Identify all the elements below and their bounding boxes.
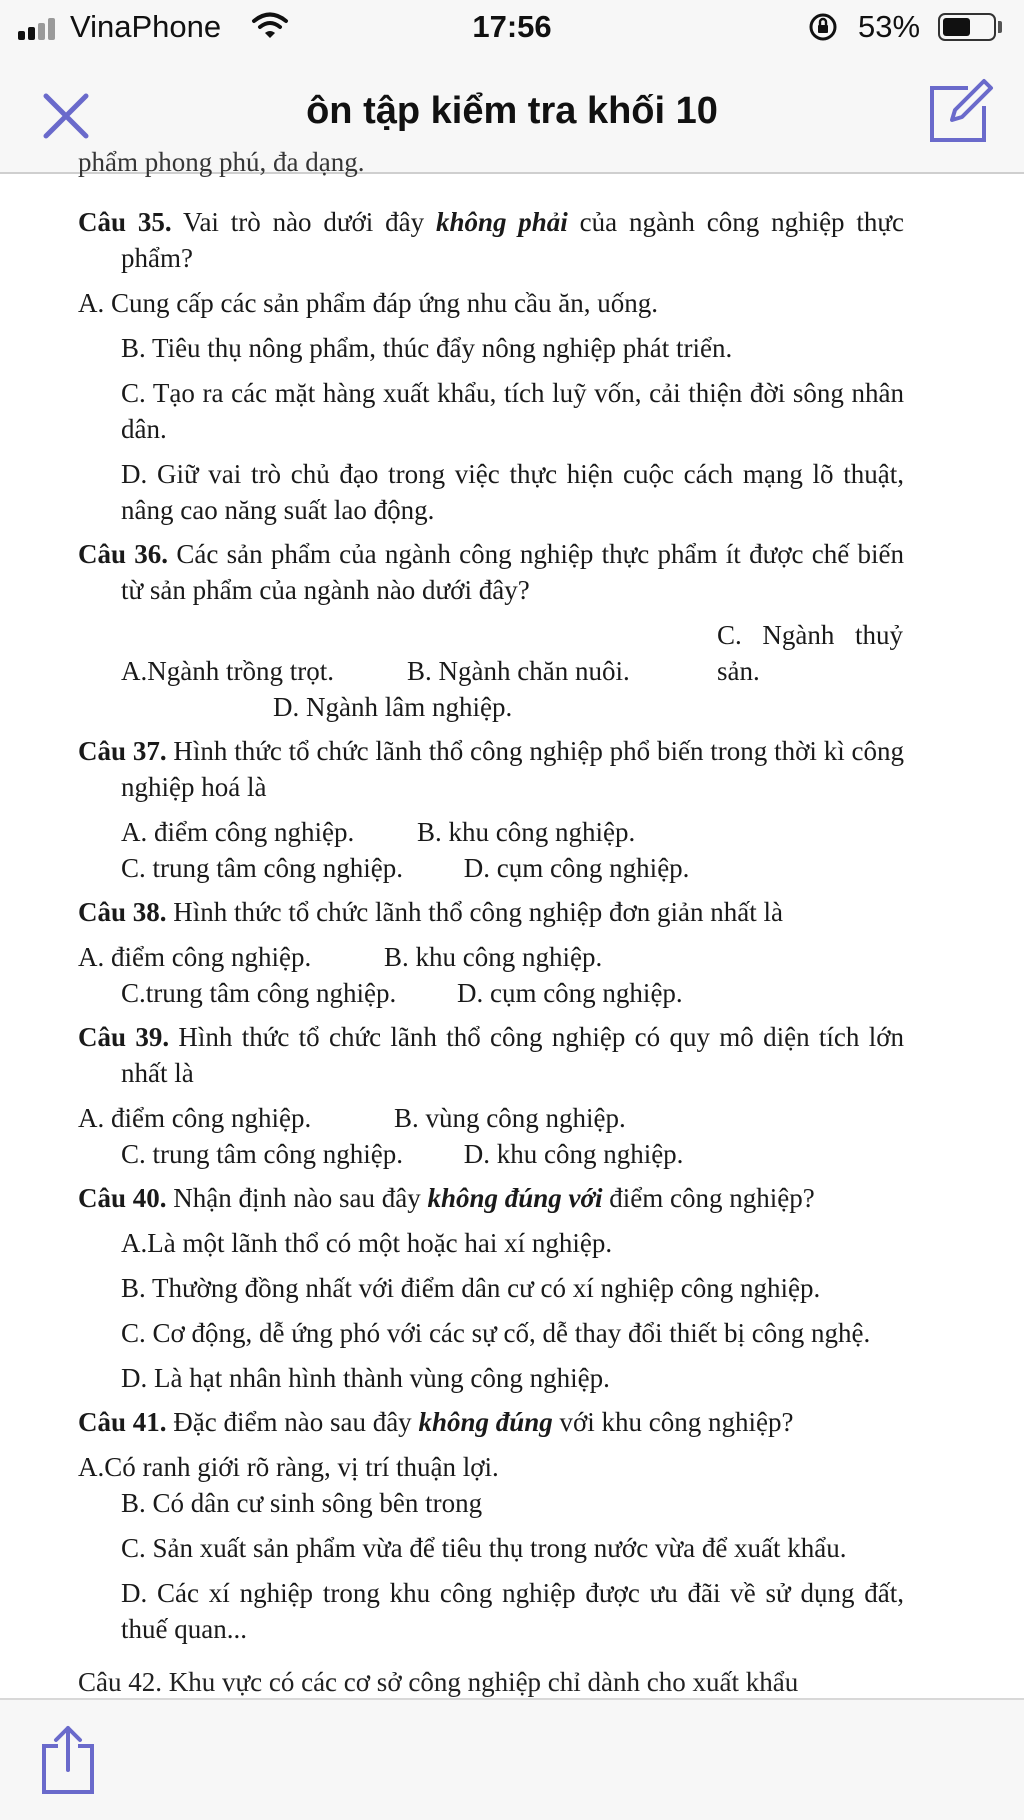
options-row	[78, 617, 904, 725]
option-a: A.Có ranh giới rõ ràng, vị trí thuận lợi.	[78, 1452, 499, 1482]
option-d: D. cụm công nghiệp.	[463, 853, 690, 883]
option-a: A. điểm công nghiệp.	[78, 942, 312, 972]
question-36	[78, 536, 904, 608]
option-d: D. khu công nghiệp.	[463, 1139, 684, 1169]
question-emphasis: không đúng với	[427, 1183, 603, 1213]
options-row	[78, 1449, 904, 1521]
question-text: Vai trò nào dưới đây	[182, 207, 425, 237]
option-b: B. vùng công nghiệp.	[394, 1103, 626, 1133]
options-row	[78, 1100, 904, 1172]
option-c: C. Tạo ra các mặt hàng xuất khẩu, tích luỹ vốn, cải thiện đời sông nhân dân.	[121, 378, 904, 444]
option-d: D. Các xí nghiệp trong khu công nghiệp được ưu đãi về sử dụng đất, thuế quan...	[121, 1578, 904, 1644]
question-37	[78, 733, 904, 805]
question-text: Các sản phẩm của ngành công nghiệp thực phẩm ít được chế biến từ sản phẩm của ngành nào dưới đây?	[121, 539, 904, 605]
question-text: Hình thức tổ chức lãnh thổ công nghiệp có quy mô diện tích lớn nhất là	[121, 1022, 905, 1088]
option-d: D. Giữ vai trò chủ đạo trong việc thực hiện cuộc cách mạng lõ thuật, nâng cao năng suất lao động.	[121, 459, 904, 525]
question-text: Hình thức tổ chức lãnh thổ công nghiệp phổ biến trong thời kì công nghiệp hoá là	[121, 736, 905, 802]
option-c: C. trung tâm công nghiệp.	[121, 853, 403, 883]
question-text: Hình thức tổ chức lãnh thổ công nghiệp đơn giản nhất là	[173, 897, 783, 927]
edit-icon[interactable]	[924, 76, 996, 148]
question-text: điểm công nghiệp?	[609, 1183, 815, 1213]
bottom-toolbar	[0, 1698, 1024, 1820]
status-bar	[0, 0, 1024, 56]
orientation-lock-icon	[808, 12, 838, 42]
option-b: B. khu công nghiệp.	[417, 817, 636, 847]
battery-level-fill	[943, 18, 970, 36]
battery-percent: 53%	[858, 9, 921, 44]
question-number: Câu 36.	[78, 539, 169, 569]
question-number: Câu 41.	[78, 1407, 167, 1437]
question-text: Nhận định nào sau đây	[173, 1183, 421, 1213]
question-text: Đặc điểm nào sau đây	[173, 1407, 412, 1437]
share-icon[interactable]	[38, 1722, 98, 1798]
option-d: D. Là hạt nhân hình thành vùng công nghiệp.	[121, 1363, 610, 1393]
question-number: Câu 37.	[78, 736, 167, 766]
option-a: A.Là một lãnh thổ có một hoặc hai xí nghiệp.	[121, 1228, 613, 1258]
option-b: B. Có dân cư sinh sông bên trong	[121, 1488, 483, 1518]
status-time: 17:56	[472, 9, 552, 44]
options-row	[78, 939, 904, 1011]
question-number: Câu 40.	[78, 1183, 167, 1213]
option-c: C. Cơ động, dễ ứng phó với các sự cố, dễ thay đổi thiết bị công nghệ.	[121, 1318, 871, 1348]
battery-tip	[998, 21, 1002, 33]
question-text: của ngành công nghiệp thực phẩm?	[121, 207, 904, 273]
option-c: C. trung tâm công nghiệp.	[121, 1139, 403, 1169]
options-row	[78, 814, 904, 886]
document-viewer[interactable]	[0, 147, 1024, 1698]
question-number: Câu 39.	[78, 1022, 170, 1052]
option-b: B. Tiêu thụ nông phẩm, thúc đẩy nông nghiệp phát triển.	[121, 333, 733, 363]
option-c: C. Sản xuất sản phẩm vừa để tiêu thụ trong nước vừa để xuất khẩu.	[121, 1533, 847, 1563]
option-a: A.Ngành trồng trọt.	[121, 656, 334, 686]
question-40	[78, 1180, 904, 1216]
option-b: B. khu công nghiệp.	[384, 942, 603, 972]
option-b: B. Ngành chăn nuôi.	[407, 656, 630, 686]
question-38	[78, 894, 904, 930]
question-number: Câu 38.	[78, 897, 167, 927]
page-title: ôn tập kiểm tra khối 10	[306, 90, 718, 132]
document-page	[78, 147, 905, 1697]
battery-icon	[938, 13, 996, 41]
question-41	[78, 1404, 904, 1440]
question-emphasis: không đúng	[418, 1407, 553, 1437]
option-a: A. điểm công nghiệp.	[121, 817, 355, 847]
question-35	[78, 204, 904, 276]
cut-off-line: Câu 42. Khu vực có các cơ sở công nghiệp chỉ dành cho xuất khẩu	[78, 1667, 799, 1697]
question-39	[78, 1019, 904, 1091]
option-d: D. cụm công nghiệp.	[456, 978, 683, 1008]
option-b: B. Thường đồng nhất với điểm dân cư có xí nghiệp công nghiệp.	[121, 1273, 821, 1303]
option-c: C. Ngành thuỷ sản.	[717, 620, 903, 686]
option-c: C.trung tâm công nghiệp.	[121, 978, 397, 1008]
question-text: với khu công nghiệp?	[559, 1407, 794, 1437]
question-number: Câu 35.	[78, 207, 172, 237]
question-emphasis: không phải	[435, 207, 568, 237]
cut-off-line: phẩm phong phú, đa dạng.	[78, 147, 365, 177]
carrier-name: VinaPhone	[70, 9, 222, 44]
option-a: A. điểm công nghiệp.	[78, 1103, 312, 1133]
option-a: A. Cung cấp các sản phẩm đáp ứng nhu cầu ăn, uống.	[78, 288, 658, 318]
option-d: D. Ngành lâm nghiệp.	[273, 692, 513, 722]
